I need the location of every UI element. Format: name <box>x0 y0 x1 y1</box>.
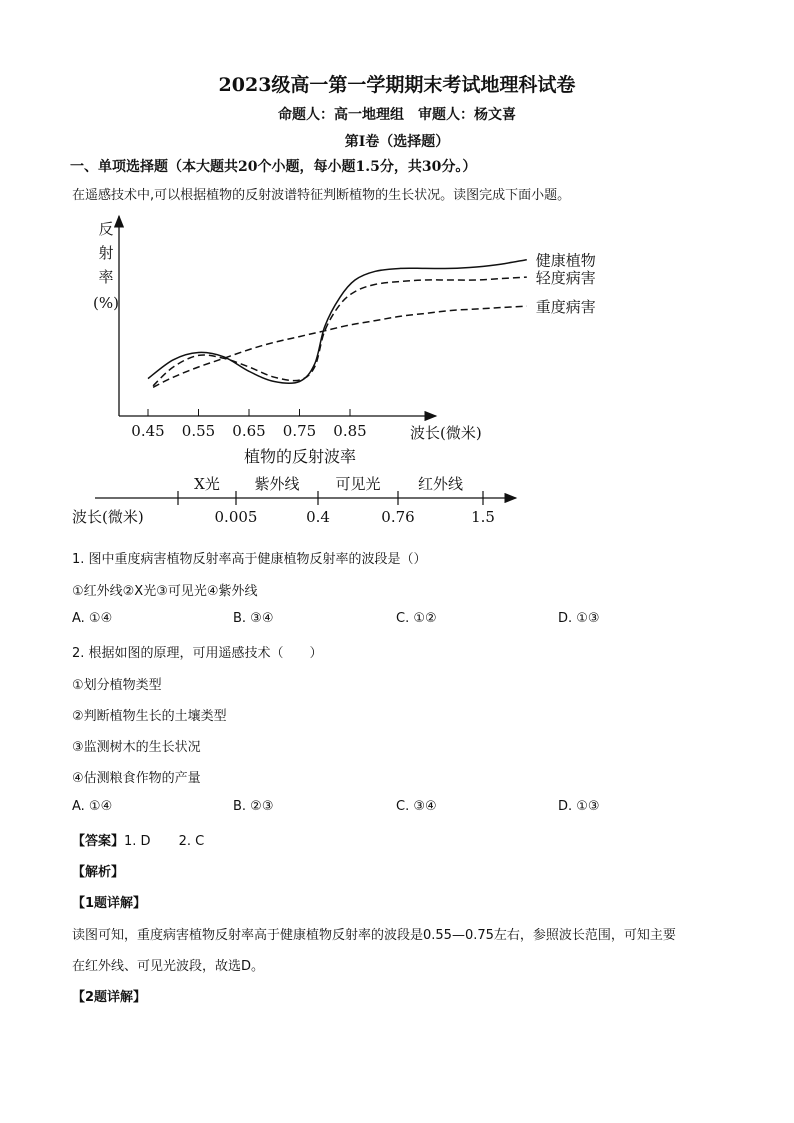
q2-item-2: ②判断植物生长的土壤类型 <box>72 709 227 724</box>
q2-item-1: ①划分植物类型 <box>72 678 162 693</box>
spectrum-tick-label: 0.005 <box>214 508 258 526</box>
spectrum-band-label: 可见光 <box>335 475 381 493</box>
q1-option-b[interactable]: B. ③④ <box>233 611 274 626</box>
detail1-label: 【1题详解】 <box>72 896 147 911</box>
series-labels <box>536 252 596 316</box>
spectrum-tick-label: 1.5 <box>471 508 495 526</box>
section-intro: 在遥感技术中,可以根据植物的反射波谱特征判断植物的生长状况。读图完成下面小题。 <box>72 188 571 203</box>
spectrum-axis <box>0 466 794 536</box>
x-axis-label: 波长(微米) <box>410 424 482 442</box>
y-label-part: (%) <box>93 294 119 312</box>
series-severe-label: 重度病害 <box>535 298 596 317</box>
volume-title: 第Ⅰ卷（选择题） <box>344 134 450 150</box>
q1-option-a[interactable]: A. ①④ <box>72 611 113 626</box>
x-ticks <box>131 409 366 440</box>
q1-stem: 1. 图中重度病害植物反射率高于健康植物反射率的波段是（） <box>72 552 427 567</box>
exam-title: 2023级高一第一学期期末考试地理科试卷 <box>218 74 576 96</box>
chart-title: 植物的反射波率 <box>243 447 357 466</box>
detail2-label: 【2题详解】 <box>72 990 147 1005</box>
q2-option-d[interactable]: D. ①③ <box>558 799 600 814</box>
y-label-part: 射 <box>98 244 114 262</box>
x-tick-label: 0.65 <box>232 422 266 440</box>
spectrum-label: 波长(微米) <box>72 508 144 526</box>
spectrum-tick-label: 0.4 <box>306 508 330 526</box>
q2-stem: 2. 根据如图的原理，可用遥感技术（ ） <box>72 646 323 661</box>
detail1-line1: 读图可知，重度病害植物反射率高于健康植物反射率的波段是0.55—0.75左右，参照波长范围，可知主要 <box>72 928 676 943</box>
answer-value-1: 1. D <box>124 834 151 849</box>
q1-items: ①红外线②X光③可见光④紫外线 <box>72 584 258 599</box>
q2-option-c[interactable]: C. ③④ <box>396 799 437 814</box>
x-tick-label: 0.45 <box>131 422 165 440</box>
q2-option-a[interactable]: A. ①④ <box>72 799 113 814</box>
spectrum-band-label: 紫外线 <box>254 475 300 493</box>
exam-authors: 命题人：高一地理组 审题人：杨文喜 <box>278 107 516 123</box>
detail1-line2: 在红外线、可见光波段，故选D。 <box>72 959 265 974</box>
spectrum-band-label: 红外线 <box>417 475 464 493</box>
series-healthy-label: 健康植物 <box>535 251 596 270</box>
series-severe-line <box>153 306 527 387</box>
q2-item-3: ③监测树木的生长状况 <box>72 740 201 755</box>
answer-label: 【答案】 <box>72 834 125 849</box>
x-tick-label: 0.55 <box>181 422 216 440</box>
q2-option-b[interactable]: B. ②③ <box>233 799 274 814</box>
series-lines <box>148 260 527 388</box>
reflectance-chart <box>0 200 794 470</box>
q1-option-c[interactable]: C. ①② <box>396 611 437 626</box>
analysis-label: 【解析】 <box>72 865 125 880</box>
y-label-part: 反 <box>98 220 114 238</box>
y-axis-label <box>93 220 119 312</box>
answer-line <box>72 830 204 849</box>
q2-item-4: ④估测粮食作物的产量 <box>72 771 201 786</box>
series-mild-line <box>153 277 527 386</box>
series-mild-label: 轻度病害 <box>535 269 596 288</box>
section-title: 一、单项选择题（本大题共20个小题，每小题1.5分，共30分。） <box>70 159 477 175</box>
q1-option-d[interactable]: D. ①③ <box>558 611 600 626</box>
spectrum-band-label: X光 <box>194 475 220 493</box>
x-tick-label: 0.75 <box>282 422 317 440</box>
spectrum-tick-label: 0.76 <box>381 508 415 526</box>
answer-value-2: 2. C <box>178 834 205 849</box>
x-tick-label: 0.85 <box>333 422 367 440</box>
y-label-part: 率 <box>98 268 114 286</box>
